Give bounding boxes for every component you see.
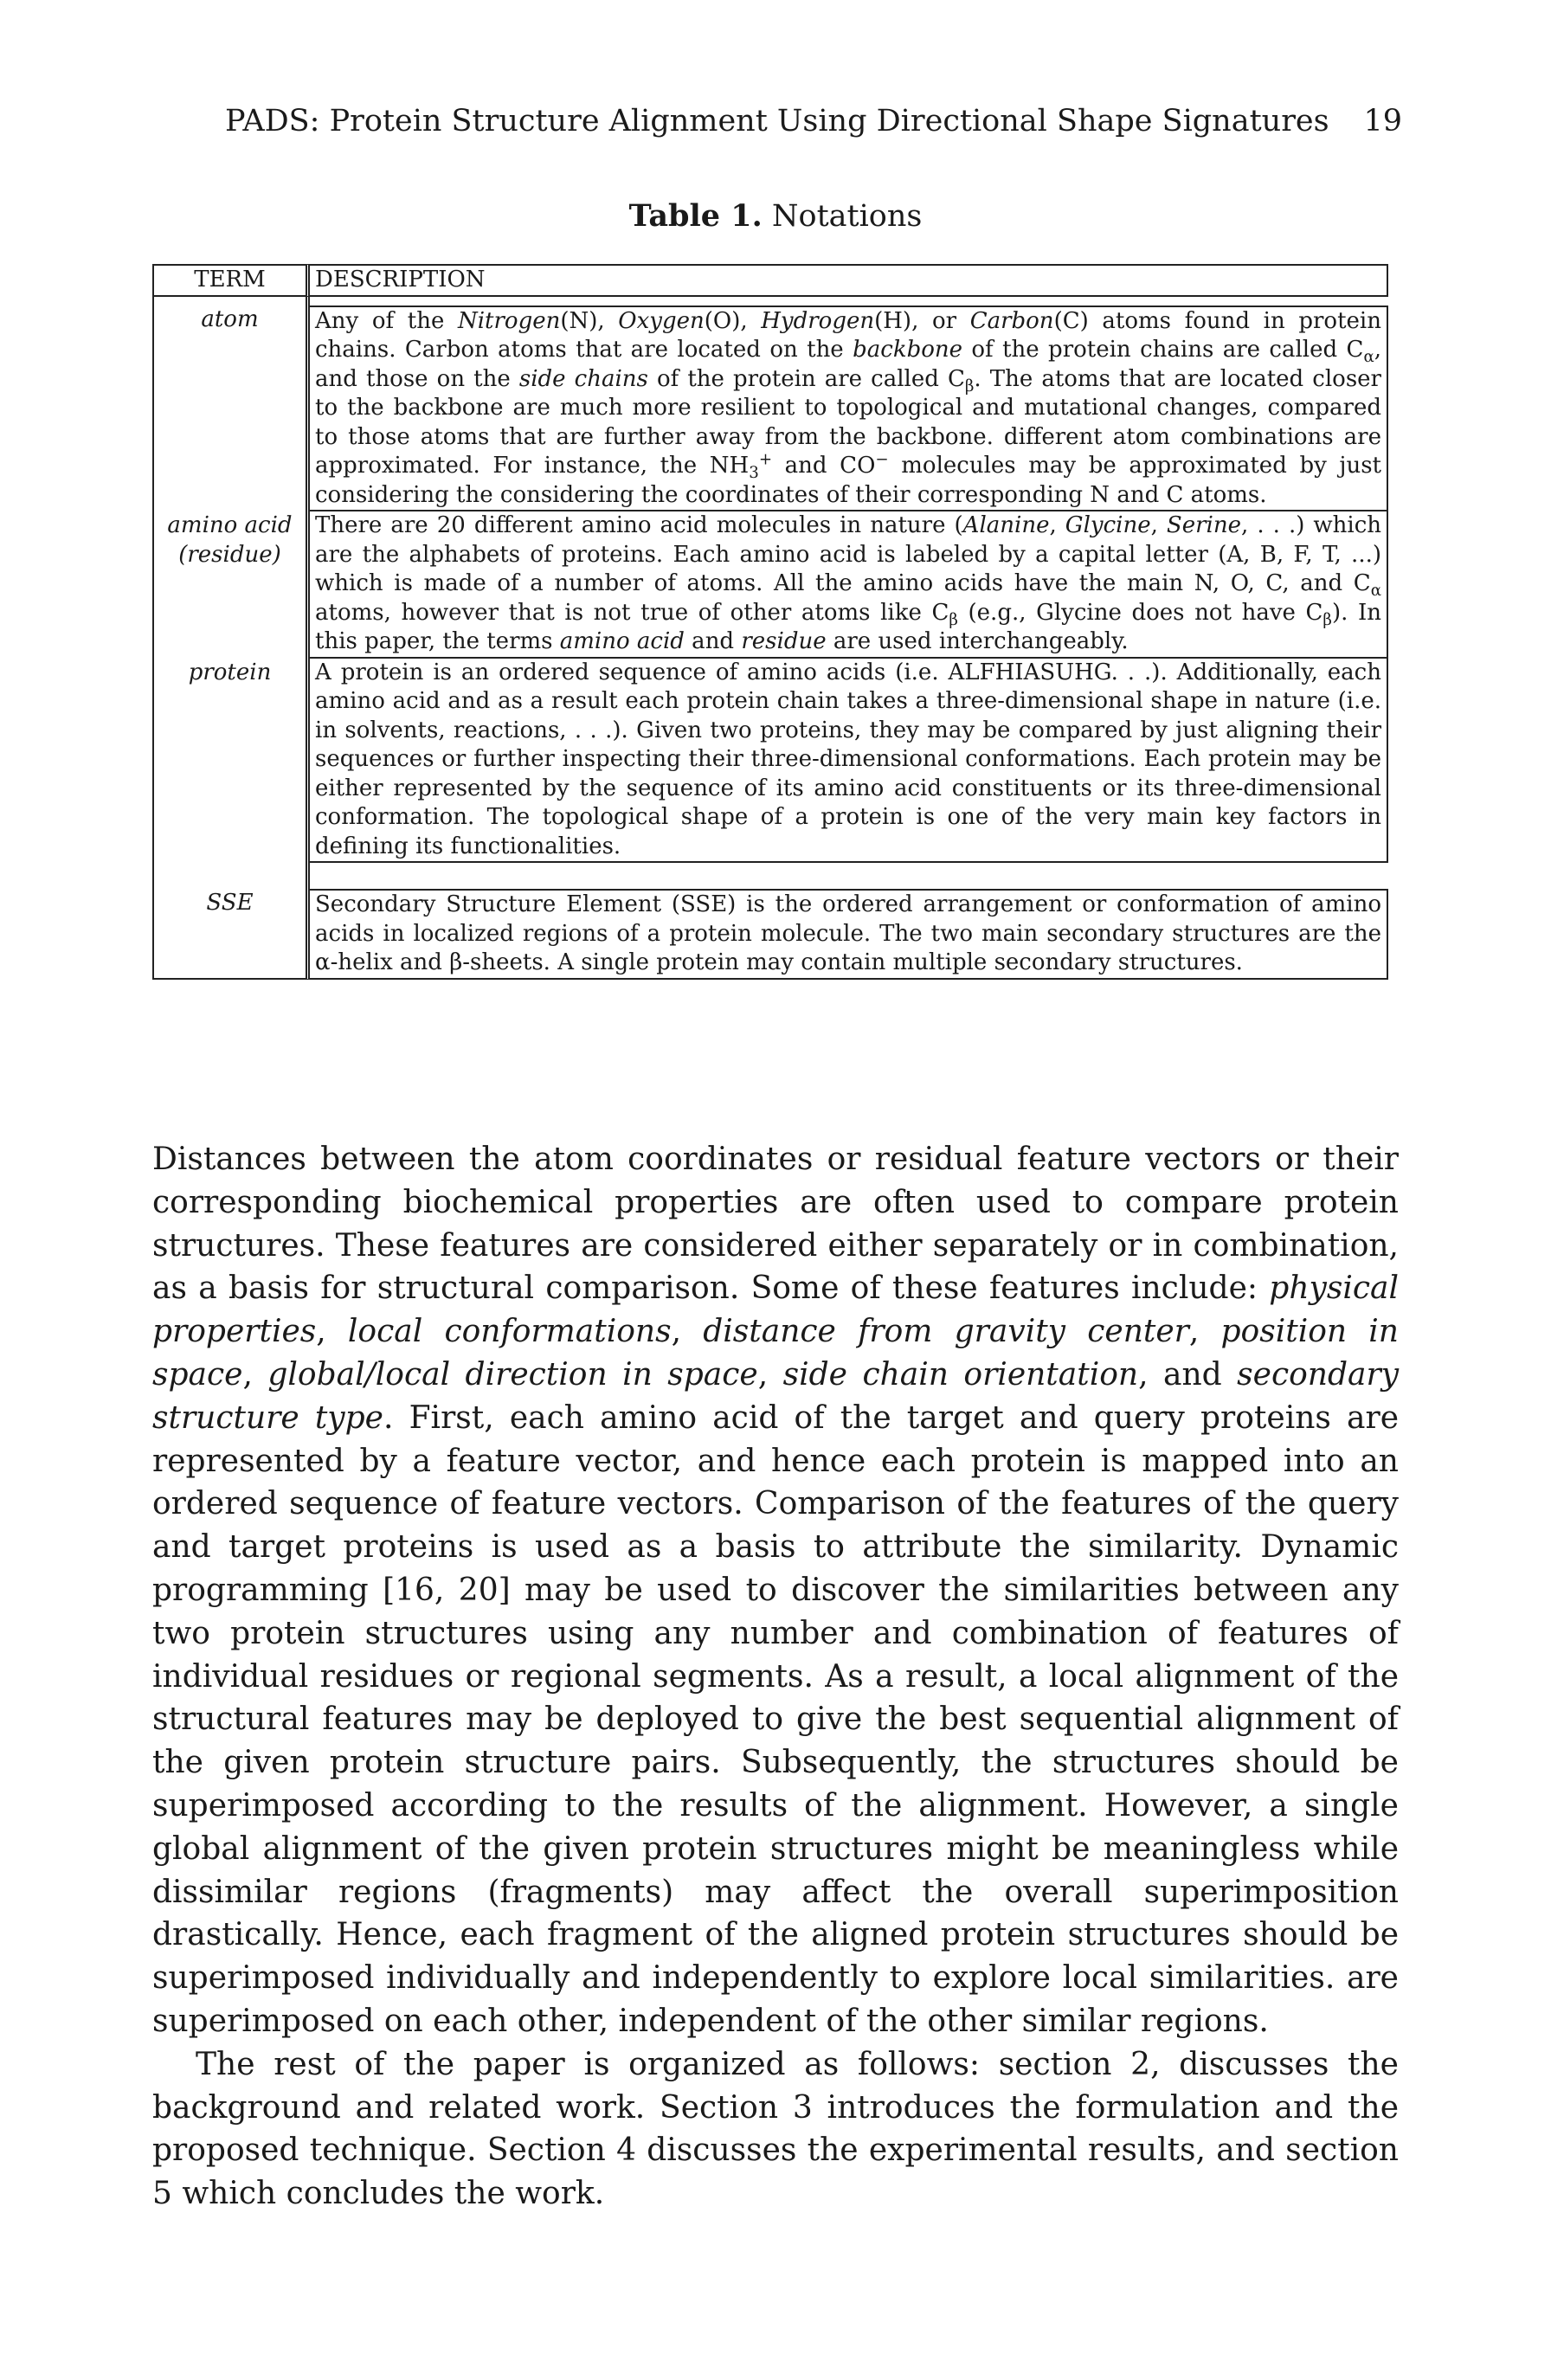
subscript: β bbox=[1323, 610, 1332, 629]
desc-amino-acid bbox=[310, 511, 1388, 659]
desc-italic: Serine bbox=[1166, 512, 1241, 538]
text: , bbox=[671, 1314, 704, 1350]
subscript: α bbox=[1370, 582, 1381, 601]
desc-italic: Hydrogen bbox=[761, 307, 875, 334]
table-row-sse bbox=[152, 889, 1388, 980]
subscript: 3 bbox=[749, 464, 759, 483]
desc-text: of the protein chains are called C bbox=[962, 337, 1364, 363]
table-row-protein bbox=[152, 659, 1388, 864]
italic-text: local conformations bbox=[347, 1314, 672, 1350]
text: , bbox=[757, 1356, 783, 1393]
desc-italic: residue bbox=[741, 628, 827, 654]
text: , bbox=[1188, 1314, 1221, 1350]
table-row-atom bbox=[152, 306, 1388, 512]
desc-italic: backbone bbox=[853, 337, 962, 363]
table-caption-label: Table 1. bbox=[628, 198, 763, 234]
italic-text: distance from gravity center bbox=[703, 1314, 1189, 1350]
desc-text: (C) atoms found in protein chains. Carbon atoms that are located on the bbox=[315, 307, 1381, 363]
desc-text: , and those on the bbox=[315, 337, 1381, 392]
body-text bbox=[152, 1138, 1399, 2216]
italic-text: position in space bbox=[152, 1314, 1399, 1393]
term-protein: protein bbox=[152, 659, 310, 864]
desc-text: (e.g., Glycine does not have C bbox=[957, 599, 1323, 626]
desc-italic: Carbon bbox=[969, 307, 1054, 334]
superscript: + bbox=[758, 450, 773, 469]
desc-italic: Oxygen bbox=[618, 307, 705, 334]
term-label-alt: (residue) bbox=[178, 541, 281, 568]
greek-alpha: α bbox=[315, 949, 331, 975]
desc-text: Secondary Structure Element (SSE) is the ordered arrangement or conformation of amino acids in localized regions of a protein molecule. The two main secondary structures are the bbox=[315, 891, 1381, 947]
desc-text: . The atoms that are located closer to the backbone are much more resilient to topological and mutational changes, compared to those atoms that are further away from the backbone. different atom combinations are approximated. For instance, the NH bbox=[315, 365, 1381, 479]
notation-table bbox=[152, 264, 1388, 980]
desc-atom bbox=[310, 306, 1388, 512]
superscript: − bbox=[875, 450, 889, 469]
desc-text: atoms, however that is not true of other atoms like C bbox=[315, 599, 949, 626]
italic-text: side chain orientation bbox=[782, 1356, 1139, 1393]
spacer bbox=[310, 863, 1388, 889]
subscript: α bbox=[1363, 348, 1374, 367]
desc-text: , . . .) which are the alphabets of proteins. Each amino acid is labeled by a capital letter (A, B, F, T, ...) which is made of a number of atoms. All the amino acids have the main N, O, C, and C bbox=[315, 512, 1382, 596]
desc-text: , bbox=[1049, 512, 1065, 538]
term-atom: atom bbox=[152, 306, 310, 512]
desc-text: and bbox=[684, 628, 742, 654]
spacer bbox=[152, 297, 310, 306]
desc-text: of the protein are called C bbox=[647, 365, 965, 392]
desc-text: are used interchangeably. bbox=[826, 628, 1129, 654]
desc-text: (N), bbox=[560, 307, 619, 334]
term-label: amino acid bbox=[167, 512, 293, 538]
table-caption bbox=[0, 197, 1551, 235]
desc-text: molecules may be approximated by just considering the considering the coordinates of their corresponding N and C atoms. bbox=[315, 453, 1381, 508]
desc-text: Any of the bbox=[315, 307, 458, 334]
greek-beta: β bbox=[449, 949, 463, 975]
spacer bbox=[310, 297, 1388, 306]
text: , bbox=[242, 1356, 268, 1393]
running-head-title: PADS: Protein Structure Alignment Using Directional Shape Signatures bbox=[225, 104, 1329, 138]
desc-text: A protein is an ordered sequence of amino acids (i.e. ALFHIASUHG. . .). Additionally, each amino acid and as a result each protein chain takes a three-dimensional shape in nature (i.e. in solvents, reactions, . . .). Given two proteins, they may be compared by just aligning their sequences or further inspecting their three-dimensional conformations. Each protein may be either represented by the sequence of its amino acid constituents or its three-dimensional conformation. The topological shape of a protein is one of the very main key factors in defining its functionalities. bbox=[315, 659, 1381, 859]
desc-italic: Glycine bbox=[1065, 512, 1151, 538]
table-row-amino-acid bbox=[152, 511, 1388, 659]
italic-text: global/local direction in space bbox=[267, 1356, 758, 1393]
desc-text: and CO bbox=[772, 453, 876, 479]
header-description: DESCRIPTION bbox=[310, 264, 1388, 297]
header-term: TERM bbox=[152, 264, 310, 297]
desc-text: -helix and bbox=[330, 949, 450, 975]
desc-italic: amino acid bbox=[559, 628, 685, 654]
spacer bbox=[152, 863, 310, 889]
desc-italic: Alanine bbox=[962, 512, 1050, 538]
table-caption-text: Notations bbox=[762, 199, 923, 234]
italic-text: secondary structure type bbox=[152, 1356, 1400, 1436]
desc-text: (O), bbox=[704, 307, 762, 334]
term-amino-acid bbox=[152, 511, 310, 659]
paragraph-2: The rest of the paper is organized as follows: section 2, discusses the background and related work. Section 3 introduces the formulation and the proposed technique. Section 4 discusses the experimental results, and section 5 which concludes the work. bbox=[152, 2046, 1399, 2212]
page-number: 19 bbox=[1363, 104, 1402, 138]
subscript: β bbox=[949, 610, 958, 629]
desc-text: (H), or bbox=[874, 307, 970, 334]
desc-text: -sheets. A single protein may contain multiple secondary structures. bbox=[462, 949, 1243, 975]
text: . First, each amino acid of the target and query proteins are represented by a feature vector, and hence each protein is mapped into an ordered sequence of feature vectors. Comparison of the features of the query and target proteins is used as a basis to attribute the similarity. Dynamic programming [16, 20] may be used to discover the similarities between any two protein structures using any number and combination of features of individual residues or regional segments. As a result, a local alignment of the structural features may be deployed to give the best sequential alignment of the given protein structure pairs. Subsequently, the structures should be superimposed according to the results of the alignment. However, a single global alignment of the given protein structures might be meaningless while dissimilar regions (fragments) may affect the overall superimposition drastically. Hence, each fragment of the aligned protein structures should be superimposed individually and independently to explore local similarities. are superimposed on each other, independent of the other similar regions. bbox=[152, 1399, 1400, 2039]
desc-text: There are 20 different amino acid molecules in nature ( bbox=[315, 512, 963, 538]
text: , bbox=[316, 1314, 348, 1350]
text: , and bbox=[1138, 1356, 1238, 1393]
desc-sse bbox=[310, 889, 1388, 980]
desc-italic: Nitrogen bbox=[457, 307, 561, 334]
italic-text: physical properties bbox=[152, 1270, 1399, 1350]
subscript: β bbox=[964, 376, 975, 396]
term-sse: SSE bbox=[152, 889, 310, 980]
paragraph-1 bbox=[152, 1138, 1399, 2043]
desc-protein bbox=[310, 659, 1388, 864]
text: Distances between the atom coordinates or residual feature vectors or their corresponding biochemical properties are often used to compare protein structures. These features are considered either separately or in combination, as a basis for structural comparison. Some of these features include: bbox=[152, 1142, 1399, 1307]
desc-text: ). In this paper, the terms bbox=[315, 599, 1381, 654]
desc-text: , bbox=[1150, 512, 1167, 538]
desc-italic: side chains bbox=[518, 365, 648, 392]
